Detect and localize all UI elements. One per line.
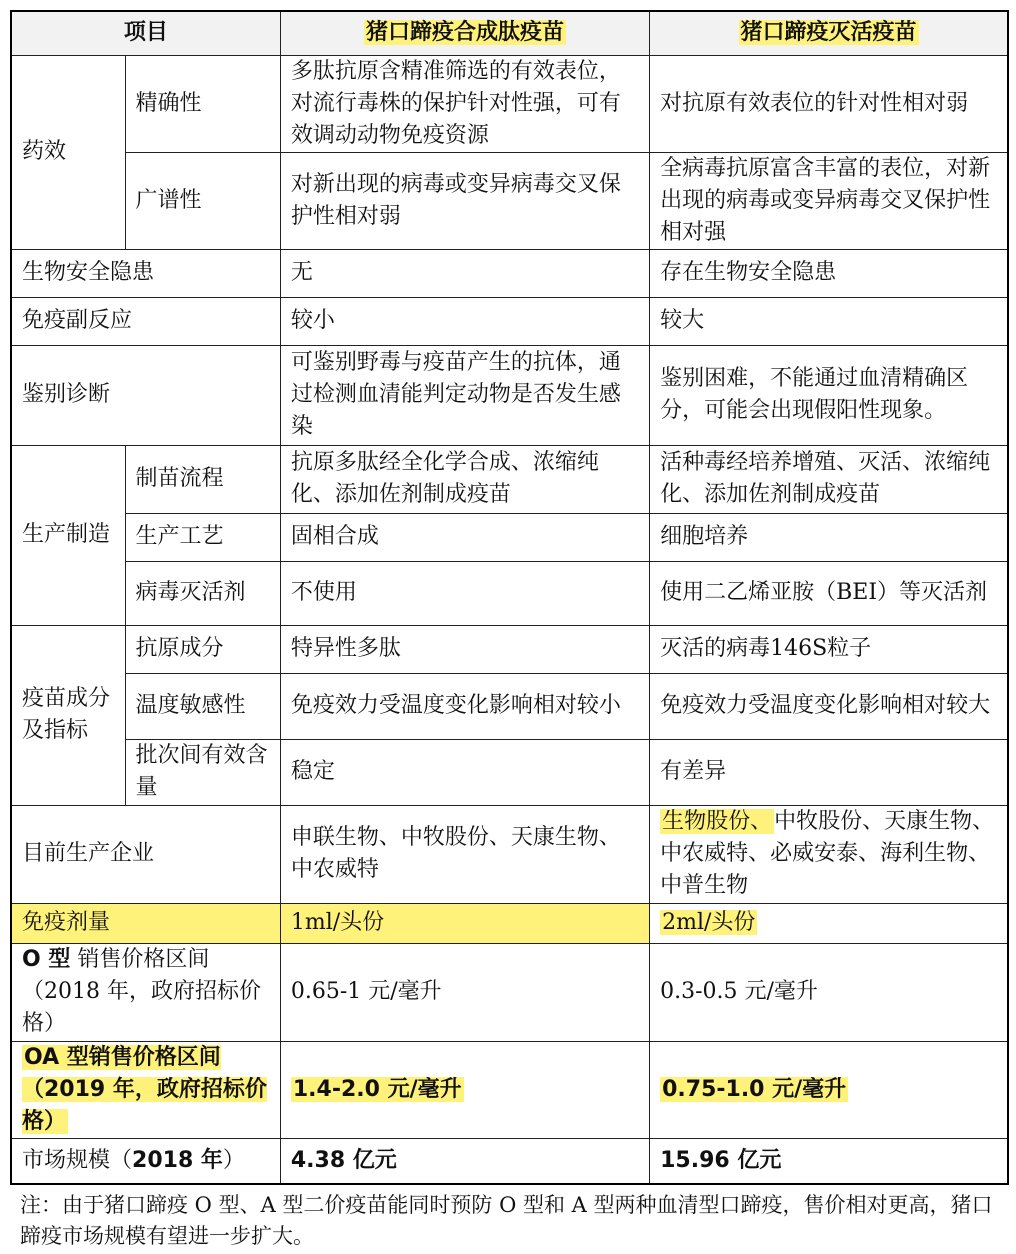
table-row: [11, 739, 1008, 805]
cell-b: 0.75-1.0 元/毫升: [650, 1041, 1008, 1138]
footnote: 注：由于猪口蹄疫 O 型、A 型二价疫苗能同时预防 O 型和 A 型两种血清型口蹄疫，售价相对更高，猪口蹄疫市场规模有望进一步扩大。: [20, 1193, 993, 1248]
cell-a: 1.4-2.0 元/毫升: [280, 1041, 649, 1138]
cell-b: 免疫效力受温度变化影响相对较大: [650, 673, 1008, 739]
cell-b: 全病毒抗原富含丰富的表位，对新出现的病毒或变异病毒交叉保护性相对强: [650, 152, 1008, 249]
row-label: 目前生产企业: [11, 805, 280, 903]
cell-b: 较大: [650, 297, 1008, 345]
sub-label: 病毒灭活剂: [125, 561, 280, 625]
cell-a: 特异性多肽: [280, 625, 649, 673]
header-col-b: 猪口蹄疫灭活疫苗: [650, 11, 1008, 55]
cell-a: 可鉴别野毒与疫苗产生的抗体，通过检测血清能判定动物是否发生感染: [280, 345, 649, 445]
group-label-composition: 疫苗成分及指标: [11, 625, 125, 805]
cell-b: 存在生物安全隐患: [650, 249, 1008, 297]
sub-label: 广谱性: [125, 152, 280, 249]
header-row: [11, 11, 1008, 55]
comparison-table: [10, 10, 1009, 1185]
cell-a: 申联生物、中牧股份、天康生物、中农威特: [280, 805, 649, 903]
sub-label: 生产工艺: [125, 513, 280, 561]
cell-b: 15.96 亿元: [650, 1138, 1008, 1184]
table-row: [11, 625, 1008, 673]
cell-a: 4.38 亿元: [280, 1138, 649, 1184]
row-label: 免疫副反应: [11, 297, 280, 345]
cell-a: 免疫效力受温度变化影响相对较小: [280, 673, 649, 739]
cell-a: 不使用: [280, 561, 649, 625]
row-label: 市场规模（2018 年）: [11, 1138, 280, 1184]
cell-a: 对新出现的病毒或变异病毒交叉保护性相对弱: [280, 152, 649, 249]
row-label: O 型 销售价格区间（2018 年，政府招标价格）: [11, 943, 280, 1041]
row-label: OA 型销售价格区间（2019 年，政府招标价格）: [11, 1041, 280, 1138]
table-row: [11, 513, 1008, 561]
sub-label: 制苗流程: [125, 445, 280, 513]
cell-b: 活种毒经培养增殖、灭活、浓缩纯化、添加佐剂制成疫苗: [650, 445, 1008, 513]
table-row: [11, 249, 1008, 297]
table-row: [11, 673, 1008, 739]
cell-b: 对抗原有效表位的针对性相对弱: [650, 55, 1008, 152]
cell-a: 0.65-1 元/毫升: [280, 943, 649, 1041]
table-row: [11, 1138, 1008, 1184]
header-col-a: 猪口蹄疫合成肽疫苗: [280, 11, 649, 55]
table-row: [11, 805, 1008, 903]
cell-b: 2ml/头份: [650, 903, 1008, 943]
header-item: 项目: [11, 11, 280, 55]
cell-a: 无: [280, 249, 649, 297]
sub-label: 温度敏感性: [125, 673, 280, 739]
cell-b: 有差异: [650, 739, 1008, 805]
table-row: [11, 561, 1008, 625]
cell-b: 生物股份、中牧股份、天康生物、中农威特、必威安泰、海利生物、中普生物: [650, 805, 1008, 903]
cell-b: 鉴别困难，不能通过血清精确区分，可能会出现假阳性现象。: [650, 345, 1008, 445]
group-label-efficacy: 药效: [11, 55, 125, 249]
sub-label: 精确性: [125, 55, 280, 152]
sub-label: 批次间有效含量: [125, 739, 280, 805]
group-label-production: 生产制造: [11, 445, 125, 625]
table-row: [11, 55, 1008, 152]
cell-b: 细胞培养: [650, 513, 1008, 561]
cell-a: 1ml/头份: [280, 903, 649, 943]
cell-a: 较小: [280, 297, 649, 345]
cell-a: 抗原多肽经全化学合成、浓缩纯化、添加佐剂制成疫苗: [280, 445, 649, 513]
table-row: [11, 445, 1008, 513]
table-row: [11, 943, 1008, 1041]
table-row: [11, 152, 1008, 249]
row-label: 鉴别诊断: [11, 345, 280, 445]
cell-b: 灭活的病毒146S粒子: [650, 625, 1008, 673]
cell-b: 使用二乙烯亚胺（BEI）等灭活剂: [650, 561, 1008, 625]
table-row: [11, 345, 1008, 445]
row-label: 生物安全隐患: [11, 249, 280, 297]
cell-b: 0.3-0.5 元/毫升: [650, 943, 1008, 1041]
sub-label: 抗原成分: [125, 625, 280, 673]
row-label: 免疫剂量: [11, 903, 280, 943]
table-row: [11, 1041, 1008, 1138]
cell-a: 固相合成: [280, 513, 649, 561]
table-row: [11, 297, 1008, 345]
table-row: [11, 903, 1008, 943]
cell-a: 多肽抗原含精准筛选的有效表位，对流行毒株的保护针对性强，可有效调动动物免疫资源: [280, 55, 649, 152]
highlight-text: 生物股份、: [662, 809, 773, 834]
cell-a: 稳定: [280, 739, 649, 805]
